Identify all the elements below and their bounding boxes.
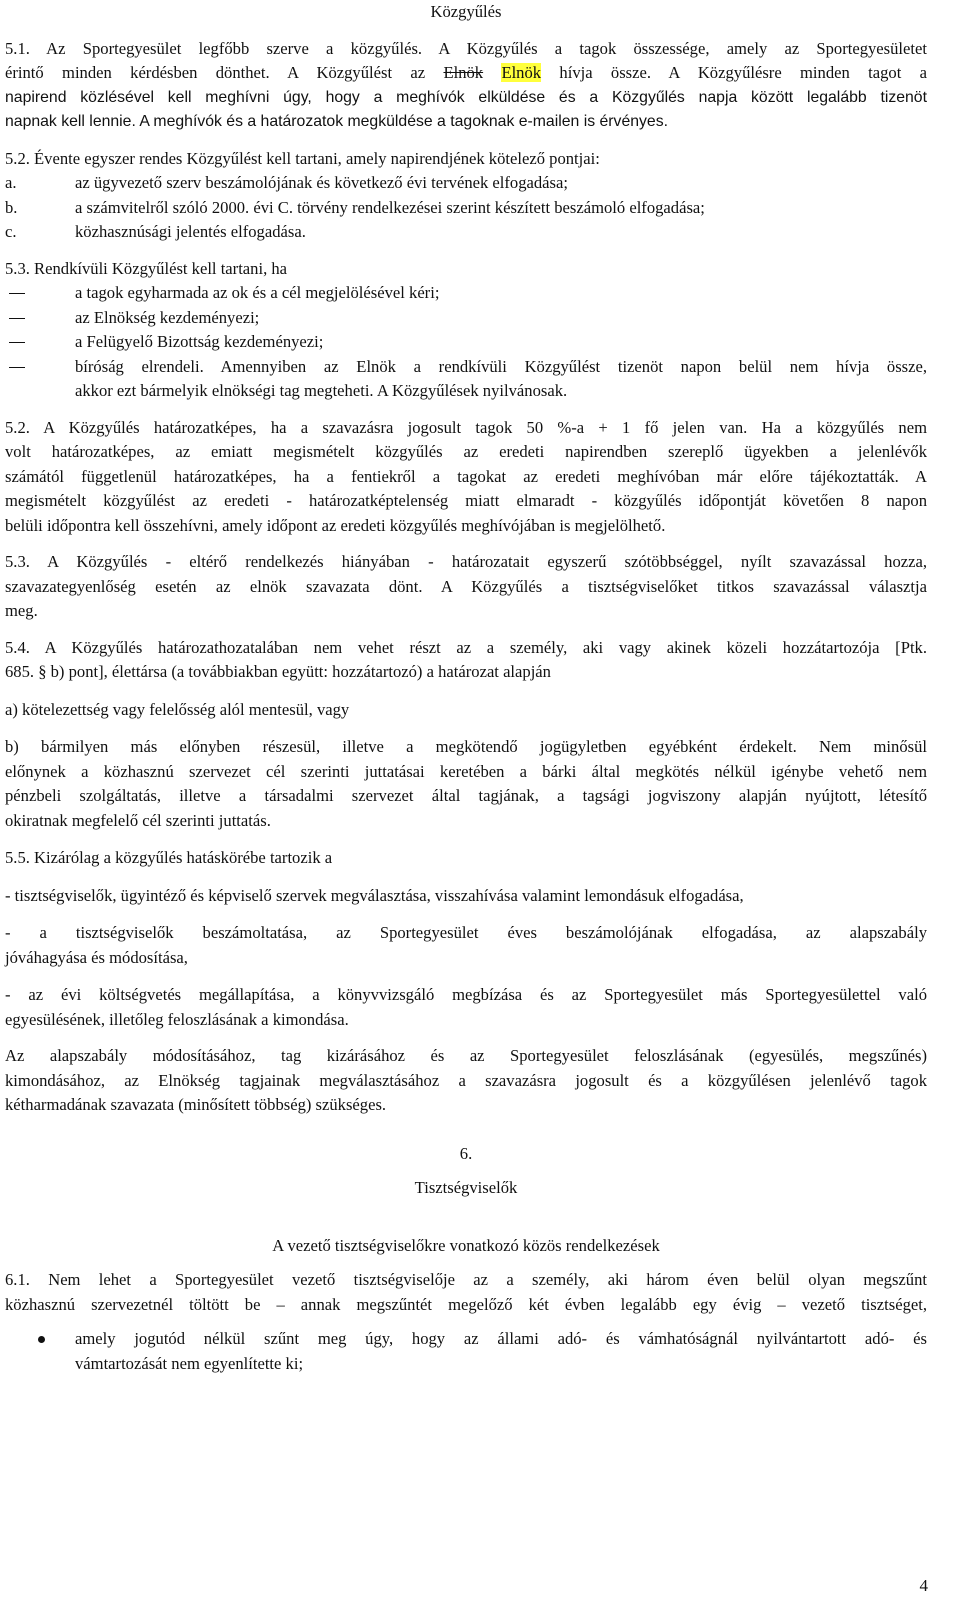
paragraph-line: megismételt közgyűlést az eredeti - határozatképtelenség miatt elmaradt - közgyűlés időpontját követően 8 napon — [5, 491, 927, 510]
paragraph-line: 5.2. A Közgyűlés határozatképes, ha a szavazásra jogosult tagok 50 %-a + 1 fő jelen van. Ha a közgyűlés nem — [5, 417, 927, 437]
paragraph-line: okiratnak megfelelő cél szerinti juttatás. — [5, 810, 271, 830]
section-intro: 5.5. Kizárólag a közgyűlés hatáskörébe tartozik a — [5, 848, 333, 867]
bullet-list-continuation: vámtartozását nem egyenlítette ki; — [75, 1353, 304, 1373]
dash-list-item: a Felügyelő Bizottság kezdeményezi; — [5, 330, 927, 355]
bullet-marker — [38, 1336, 45, 1343]
page-title: Közgyűlés — [430, 2, 502, 21]
paragraph-line: Az alapszabály módosításához, tag kizárásához és az Sportegyesület feloszlásának (egyesülés, megszűnés) — [5, 1046, 927, 1065]
paragraph-line: szavazategyenlőség esetén az elnök szavazata dönt. A Közgyűlés a tisztségviselőket titkos szavazással választja — [5, 576, 927, 596]
section-subtitle: A vezető tisztségviselőkre vonatkozó közös rendelkezések — [272, 1235, 660, 1255]
paragraph-line: kétharmadának szavazata (minősített többség) szükséges. — [5, 1095, 387, 1114]
section-intro: 5.3. Rendkívüli Közgyűlést kell tartani, ha — [5, 258, 288, 278]
paragraph-line: napirend közlésével kell meghívni úgy, hogy a meghívók elküldése és a Közgyűlés napja között legalább tizenöt — [5, 88, 927, 106]
dash-marker — [9, 367, 25, 368]
dash-list-item: bíróság elrendeli. Amennyiben az Elnök a rendkívüli Közgyűlést tizenöt napon belül nem hívja össze, — [5, 355, 927, 380]
dash-list-item: az Elnökség kezdeményezi; — [5, 306, 927, 331]
list-letter: c. — [5, 222, 17, 241]
bullet-list-item: amely jogutód nélkül szűnt meg úgy, hogy az állami adó- és vámhatóságnál nyilvántartott adó- és — [5, 1327, 927, 1352]
paragraph-line: 685. § b) pont], élettársa (a továbbiakban együtt: hozzátartozó) a határozat alapján — [5, 662, 551, 681]
dash-list-continuation: akkor ezt bármelyik elnökségi tag megteheti. A Közgyűlések nyilvánosak. — [75, 381, 568, 400]
paragraph-line: belüli időpontra kell összehívni, amely időpont az eredeti közgyűlés meghívójában is megjelölhető. — [5, 515, 666, 535]
paragraph-line: b) bármilyen más előnyben részesül, illetve a megkötendő jogügyletben egyébként érdekelt. Nem minősül — [5, 737, 927, 756]
paragraph-line: - a tisztségviselők beszámoltatása, az Sportegyesület éves beszámolójának elfogadása, az alapszabály — [5, 923, 927, 942]
paragraph-line: a) kötelezettség vagy felelősség alól mentesül, vagy — [5, 699, 350, 719]
paragraph-line: napnak kell lennie. A meghívók és a határozatok megküldése a tagoknak e-mailen is érvényes. — [5, 113, 668, 130]
paragraph-line: 5.3. A Közgyűlés - eltérő rendelkezés hiányában - határozatait egyszerű szótöbbséggel, nyílt szavazással hozza, — [5, 552, 927, 571]
paragraph-line: kimondásához, az Elnökség tagjainak megválasztásához a szavazásra jogosult és a közgyűlésen jelenlévő tagok — [5, 1070, 927, 1090]
paragraph-line: - tisztségviselők, ügyintéző és képviselő szervek megválasztása, visszahívása valamint lemondásuk elfogadása, — [5, 885, 744, 905]
paragraph-line: egyesülésének, illetőleg feloszlásának a kimondása. — [5, 1009, 349, 1029]
paragraph-line: közhasznú szervezetnél töltött be – annak megszűntét megelőző két évben legalább egy évig – vezető tisztséget, — [5, 1294, 927, 1314]
dash-marker — [9, 318, 25, 319]
dash-marker — [9, 342, 25, 343]
list-item: b. a számvitelről szóló 2000. évi C. törvény rendelkezései szerint készített beszámoló elfogadása; — [5, 196, 927, 221]
dash-marker — [9, 293, 25, 294]
paragraph-line: volt határozatképes, az emiatt megismételt közgyűlés az eredeti napirendben szereplő ügyekben a jelenlévők — [5, 442, 927, 461]
paragraph-line: - az évi költségvetés megállapítása, a könyvvizsgáló megbízása és az Sportegyesület más Sportegyesülettel való — [5, 985, 927, 1004]
section-intro: 5.2. Évente egyszer rendes Közgyűlést kell tartani, amely napirendjének kötelező pontjai: — [5, 148, 600, 168]
list-letter: a. — [5, 173, 17, 192]
struck-text: Elnök — [443, 63, 484, 82]
list-item: a. az ügyvezető szerv beszámolójának és következő évi tervének elfogadása; — [5, 171, 927, 196]
list-item: c. közhasznúsági jelentés elfogadása. — [5, 220, 927, 245]
paragraph-line: meg. — [5, 601, 38, 620]
paragraph-line: pénzbeli szolgáltatás, illetve a társadalmi szervezet által tagjának, a tagsági jogviszony alapján nyújtott, létesítő — [5, 786, 927, 805]
dash-list-item: a tagok egyharmada az ok és a cél megjelölésével kéri; — [5, 281, 927, 306]
section-title: Tisztségviselők — [414, 1178, 518, 1197]
paragraph-line: számától függetlenül határozatképes, ha a fentiekről a tagokat az eredeti meghívóban már előre tájékoztatták. A — [5, 466, 927, 486]
paragraph-line: előnynek a közhasznú szervezet cél szerinti juttatásai keretében a bárki által megkötés nélkül igénybe vehető nem — [5, 761, 927, 781]
paragraph-line: 5.1. Az Sportegyesület legfőbb szerve a közgyűlés. A Közgyűlés a tagok összessége, amely az Sportegyesületet — [5, 38, 927, 58]
section-number: 6. — [459, 1143, 473, 1163]
list-letter: b. — [5, 197, 18, 217]
page-number: 4 — [919, 1576, 928, 1595]
highlighted-text: Elnök — [501, 63, 542, 82]
paragraph-line: 6.1. Nem lehet a Sportegyesület vezető tisztségviselője az a személy, aki három éven belül olyan megszűnt — [5, 1270, 927, 1289]
paragraph-line: jóváhagyása és módosítása, — [5, 947, 188, 967]
document-page — [5, 0, 927, 1376]
paragraph-line: 5.4. A Közgyűlés határozathozatalában nem vehet részt az a személy, aki vagy akinek közeli hozzátartozója [Ptk. — [5, 637, 927, 657]
paragraph-line: érintő minden kérdésben dönthet. A Közgyűlést az Elnök Elnök hívja össze. A Közgyűlésre minden tagot a — [5, 63, 928, 82]
